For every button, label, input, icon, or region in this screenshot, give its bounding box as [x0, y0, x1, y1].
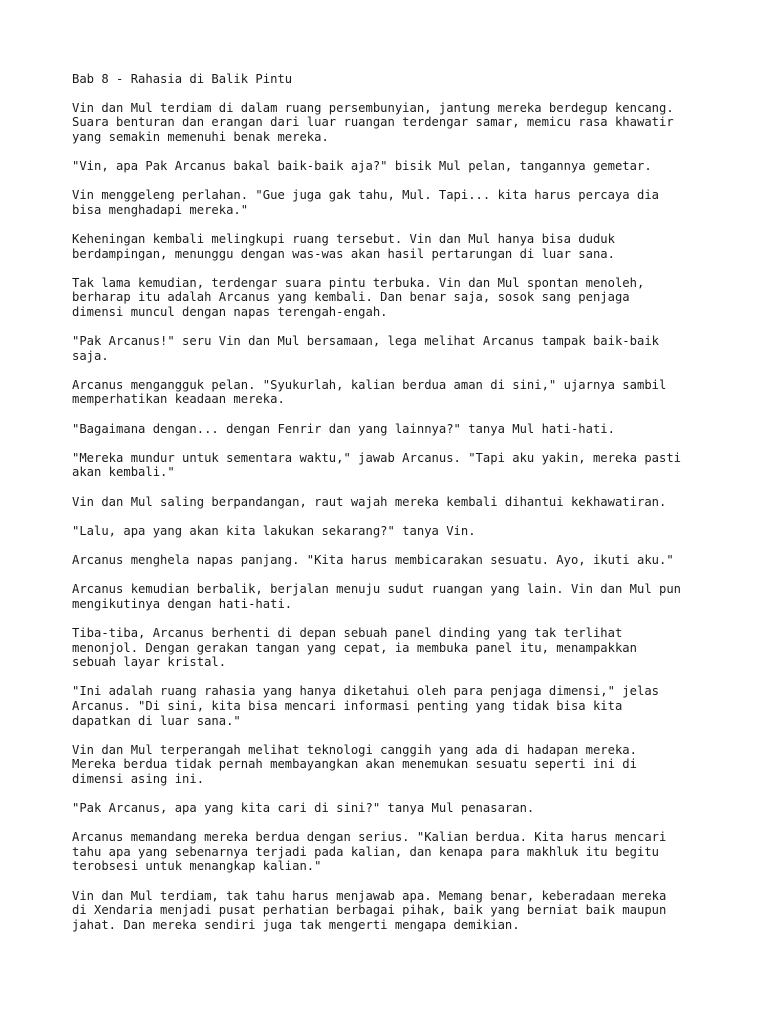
paragraph: Tiba-tiba, Arcanus berhenti di depan sebuah panel dinding yang tak terlihat menonjol. Dengan gerakan tangan yang cepat, ia membuka panel itu, menampakkan sebuah layar kristal.: [72, 625, 637, 670]
paragraph: Vin dan Mul terperangah melihat teknologi canggih yang ada di hadapan mereka. Mereka berdua tidak pernah membayangkan akan menemukan sesuatu seperti ini di dimensi asing ini.: [72, 742, 637, 786]
paragraph: Vin dan Mul saling berpandangan, raut wajah mereka kembali dihantui kekhawatiran.: [72, 494, 667, 509]
paragraph: Arcanus mengangguk pelan. "Syukurlah, kalian berdua aman di sini," ujarnya sambil memperhatikan keadaan mereka.: [72, 377, 667, 407]
paragraph: "Mereka mundur untuk sementara waktu," jawab Arcanus. "Tapi aku yakin, mereka pasti akan kembali.": [72, 450, 682, 480]
paragraph: Vin dan Mul terdiam, tak tahu harus menjawab apa. Memang benar, keberadaan mereka di Xendaria menjadi pusat perhatian berbagai pihak, baik yang berniat baik maupun jahat. Dan mereka sendiri juga tak mengerti mengapa demikian.: [72, 888, 667, 932]
paragraph: "Lalu, apa yang akan kita lakukan sekarang?" tanya Vin.: [72, 523, 476, 538]
paragraph: Arcanus memandang mereka berdua dengan serius. "Kalian berdua. Kita harus mencari tahu apa yang sebenarnya terjadi pada kalian, dan kenapa para makhluk itu begitu terobsesi untuk menangkap kalian.": [72, 830, 667, 874]
paragraph: Vin menggeleng perlahan. "Gue juga gak tahu, Mul. Tapi... kita harus percaya dia bisa menghadapi mereka.": [72, 188, 659, 217]
paragraph: "Ini adalah ruang rahasia yang hanya diketahui oleh para penjaga dimensi," jelas Arcanus. "Di sini, kita bisa mencari informasi penting yang tidak bisa kita dapatkan di luar sana.": [72, 684, 659, 728]
paragraph: "Vin, apa Pak Arcanus bakal baik-baik aja?" bisik Mul pelan, tangannya gemetar.: [72, 158, 652, 173]
paragraph: Arcanus kemudian berbalik, berjalan menuju sudut ruangan yang lain. Vin dan Mul pun mengikutinya dengan hati-hati.: [72, 582, 682, 611]
paragraph: "Bagaimana dengan... dengan Fenrir dan yang lainnya?" tanya Mul hati-hati.: [72, 421, 615, 436]
paragraph: Arcanus menghela napas panjang. "Kita harus membicarakan sesuatu. Ayo, ikuti aku.": [72, 553, 674, 567]
paragraph: Tak lama kemudian, terdengar suara pintu terbuka. Vin dan Mul spontan menoleh, berharap itu adalah Arcanus yang kembali. Dan benar saja, sosok sang penjaga dimensi muncul dengan napas terengah-engah.: [72, 275, 645, 319]
paragraph: Keheningan kembali melingkupi ruang tersebut. Vin dan Mul hanya bisa duduk berdampingan, menunggu dengan was-was akan hasil pertarungan di luar sana.: [72, 231, 615, 261]
chapter-title: Bab 8 - Rahasia di Balik Pintu: [72, 72, 293, 86]
paragraph: Vin dan Mul terdiam di dalam ruang persembunyian, jantung mereka berdegup kencang. Suara benturan dan erangan dari luar ruangan terdengar samar, memicu rasa khawatir yang semakin memenuhi benak mereka.: [72, 100, 674, 144]
paragraph: "Pak Arcanus, apa yang kita cari di sini?" tanya Mul penasaran.: [72, 801, 535, 816]
paragraph: "Pak Arcanus!" seru Vin dan Mul bersamaan, lega melihat Arcanus tampak baik-baik saja.: [72, 334, 659, 363]
